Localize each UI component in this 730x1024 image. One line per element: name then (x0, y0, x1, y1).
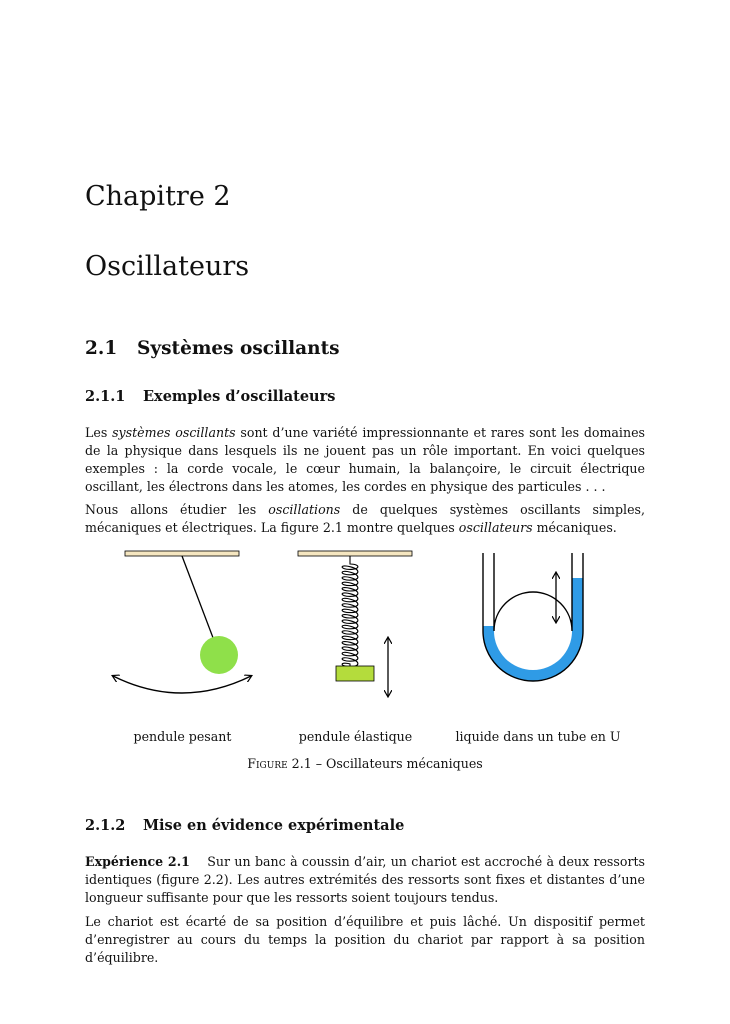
emphasis-text: systèmes oscillants (112, 425, 236, 440)
paragraph-chariot: Le chariot est écarté de sa position d’équilibre et puis lâché. Un dispositif permet d’enregistrer au cours du temps la position du chariot par rapport à sa position d’équilibre. (85, 914, 645, 965)
subsection-heading-2 (85, 817, 404, 834)
u-tube-diagram (483, 553, 583, 681)
paragraph-intro (85, 424, 645, 496)
paragraph-text: sont d’une variété impressionnante et rares sont les domaines de la physique dans lesquels ils ne jouent pas un rôle important. En voici quelques exemples : la corde vocale, le cœur humain, la balançoire, le circuit électrique oscillant, les électrons dans les atomes, les cordes en physique des particules . . . (85, 425, 645, 494)
subsection-number: 2.1.1 (85, 388, 126, 405)
subsection-title: Mise en évidence expérimentale (143, 817, 405, 834)
ceiling-support (125, 551, 239, 556)
paragraph-text: mécaniques. (532, 520, 617, 535)
experience-paragraph (85, 853, 645, 907)
swing-arrow (113, 676, 251, 693)
figure-caption-text: 2.1 – Oscillateurs mécaniques (287, 756, 483, 771)
paragraph-study (85, 501, 645, 537)
experience-text: Sur un banc à coussin d’air, un chariot est accroché à deux ressorts identiques (figure 2.2). Les autres extrémités des ressorts sont fixes et distantes d’une longueur suffisante pour que les ressorts soient toujours tendus. (85, 854, 645, 905)
spring-mass (336, 666, 374, 681)
subsection-title: Exemples d’oscillateurs (143, 388, 336, 405)
section-number: 2.1 (85, 338, 118, 359)
subsection-number: 2.1.2 (85, 817, 126, 834)
ceiling-support (298, 551, 412, 556)
emphasis-text: oscillateurs (458, 520, 533, 535)
pendulum-ball (200, 636, 238, 674)
subsection-heading-1 (85, 388, 335, 405)
oscillators-figure (85, 548, 645, 738)
gravity-pendulum-diagram (113, 551, 251, 693)
figure-label-u-tube: liquide dans un tube en U (455, 729, 621, 744)
paragraph-text: Les (85, 425, 113, 440)
emphasis-text: oscillations (268, 502, 341, 517)
spring-pendulum-diagram (298, 551, 412, 696)
chapter-title: Oscillateurs (85, 251, 250, 282)
spring-coil (342, 556, 358, 667)
u-tube-liquid (483, 578, 583, 681)
figure-label-pendulum: pendule pesant (133, 729, 232, 744)
paragraph-text: de quelques systèmes oscillants simples, mécaniques et électriques. La figure 2.1 montre quelques (85, 502, 645, 535)
figure-label-spring: pendule élastique (298, 729, 413, 744)
section-title: Systèmes oscillants (137, 338, 340, 359)
chapter-label: Chapitre 2 (85, 181, 231, 212)
pendulum-string (182, 556, 215, 643)
experience-label: Expérience 2.1 (85, 854, 190, 869)
section-heading (85, 338, 340, 359)
paragraph-text: Nous allons étudier les (85, 502, 269, 517)
figure-caption-prefix: Figure (247, 756, 288, 771)
figure-caption (85, 756, 645, 771)
